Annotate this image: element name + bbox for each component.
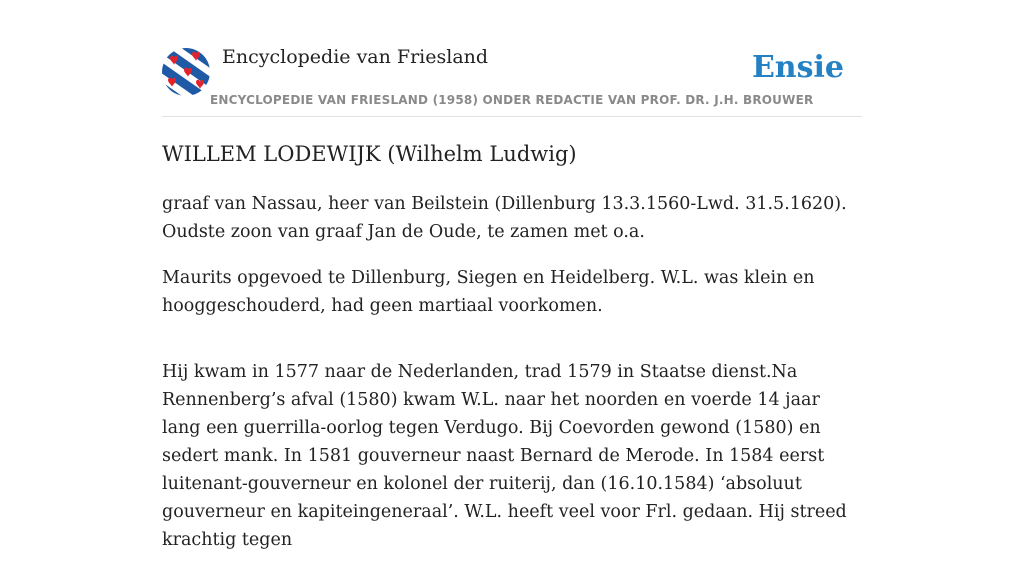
site-title-link[interactable]: Encyclopedie van Friesland	[222, 46, 489, 68]
article-paragraph: Hij kwam in 1577 naar de Nederlanden, trad 1579 in Staatse dienst.Na Rennenberg’s afval (1580) kwam W.L. naar het noorden en voerde 14 jaar lang een guerrilla-oorlog tegen Verdugo. Bij Coevorden gewond (1580) en sedert mank. In 1581 gouverneur naast Bernard de Merode. In 1584 eerst luitenant-gouverneur en kolonel der ruiterij, dan (16.10.1584) ‘absoluut gouverneur en kapiteingeneraal’. W.L. heeft veel voor Frl. gedaan. Hij streed krachtig tegen	[162, 362, 847, 550]
article-title: WILLEM LODEWIJK (Wilhelm Ludwig)	[162, 142, 577, 166]
frisian-flag-icon[interactable]	[162, 48, 210, 96]
article-paragraph: Maurits opgevoed te Dillenburg, Siegen en Heidelberg. W.L. was klein en hooggeschouderd, had geen martiaal voorkomen.	[162, 268, 815, 316]
article-content	[162, 138, 852, 572]
site-header	[162, 46, 862, 117]
encyclopedia-subtitle: ENCYCLOPEDIE VAN FRIESLAND (1958) ONDER REDACTIE VAN PROF. DR. J.H. BROUWER	[210, 93, 814, 107]
article-paragraph: graaf van Nassau, heer van Beilstein (Dillenburg 13.3.1560-Lwd. 31.5.1620). Oudste zoon van graaf Jan de Oude, te zamen met o.a.	[162, 194, 847, 242]
ensie-logo-link[interactable]: Ensie	[751, 50, 844, 85]
